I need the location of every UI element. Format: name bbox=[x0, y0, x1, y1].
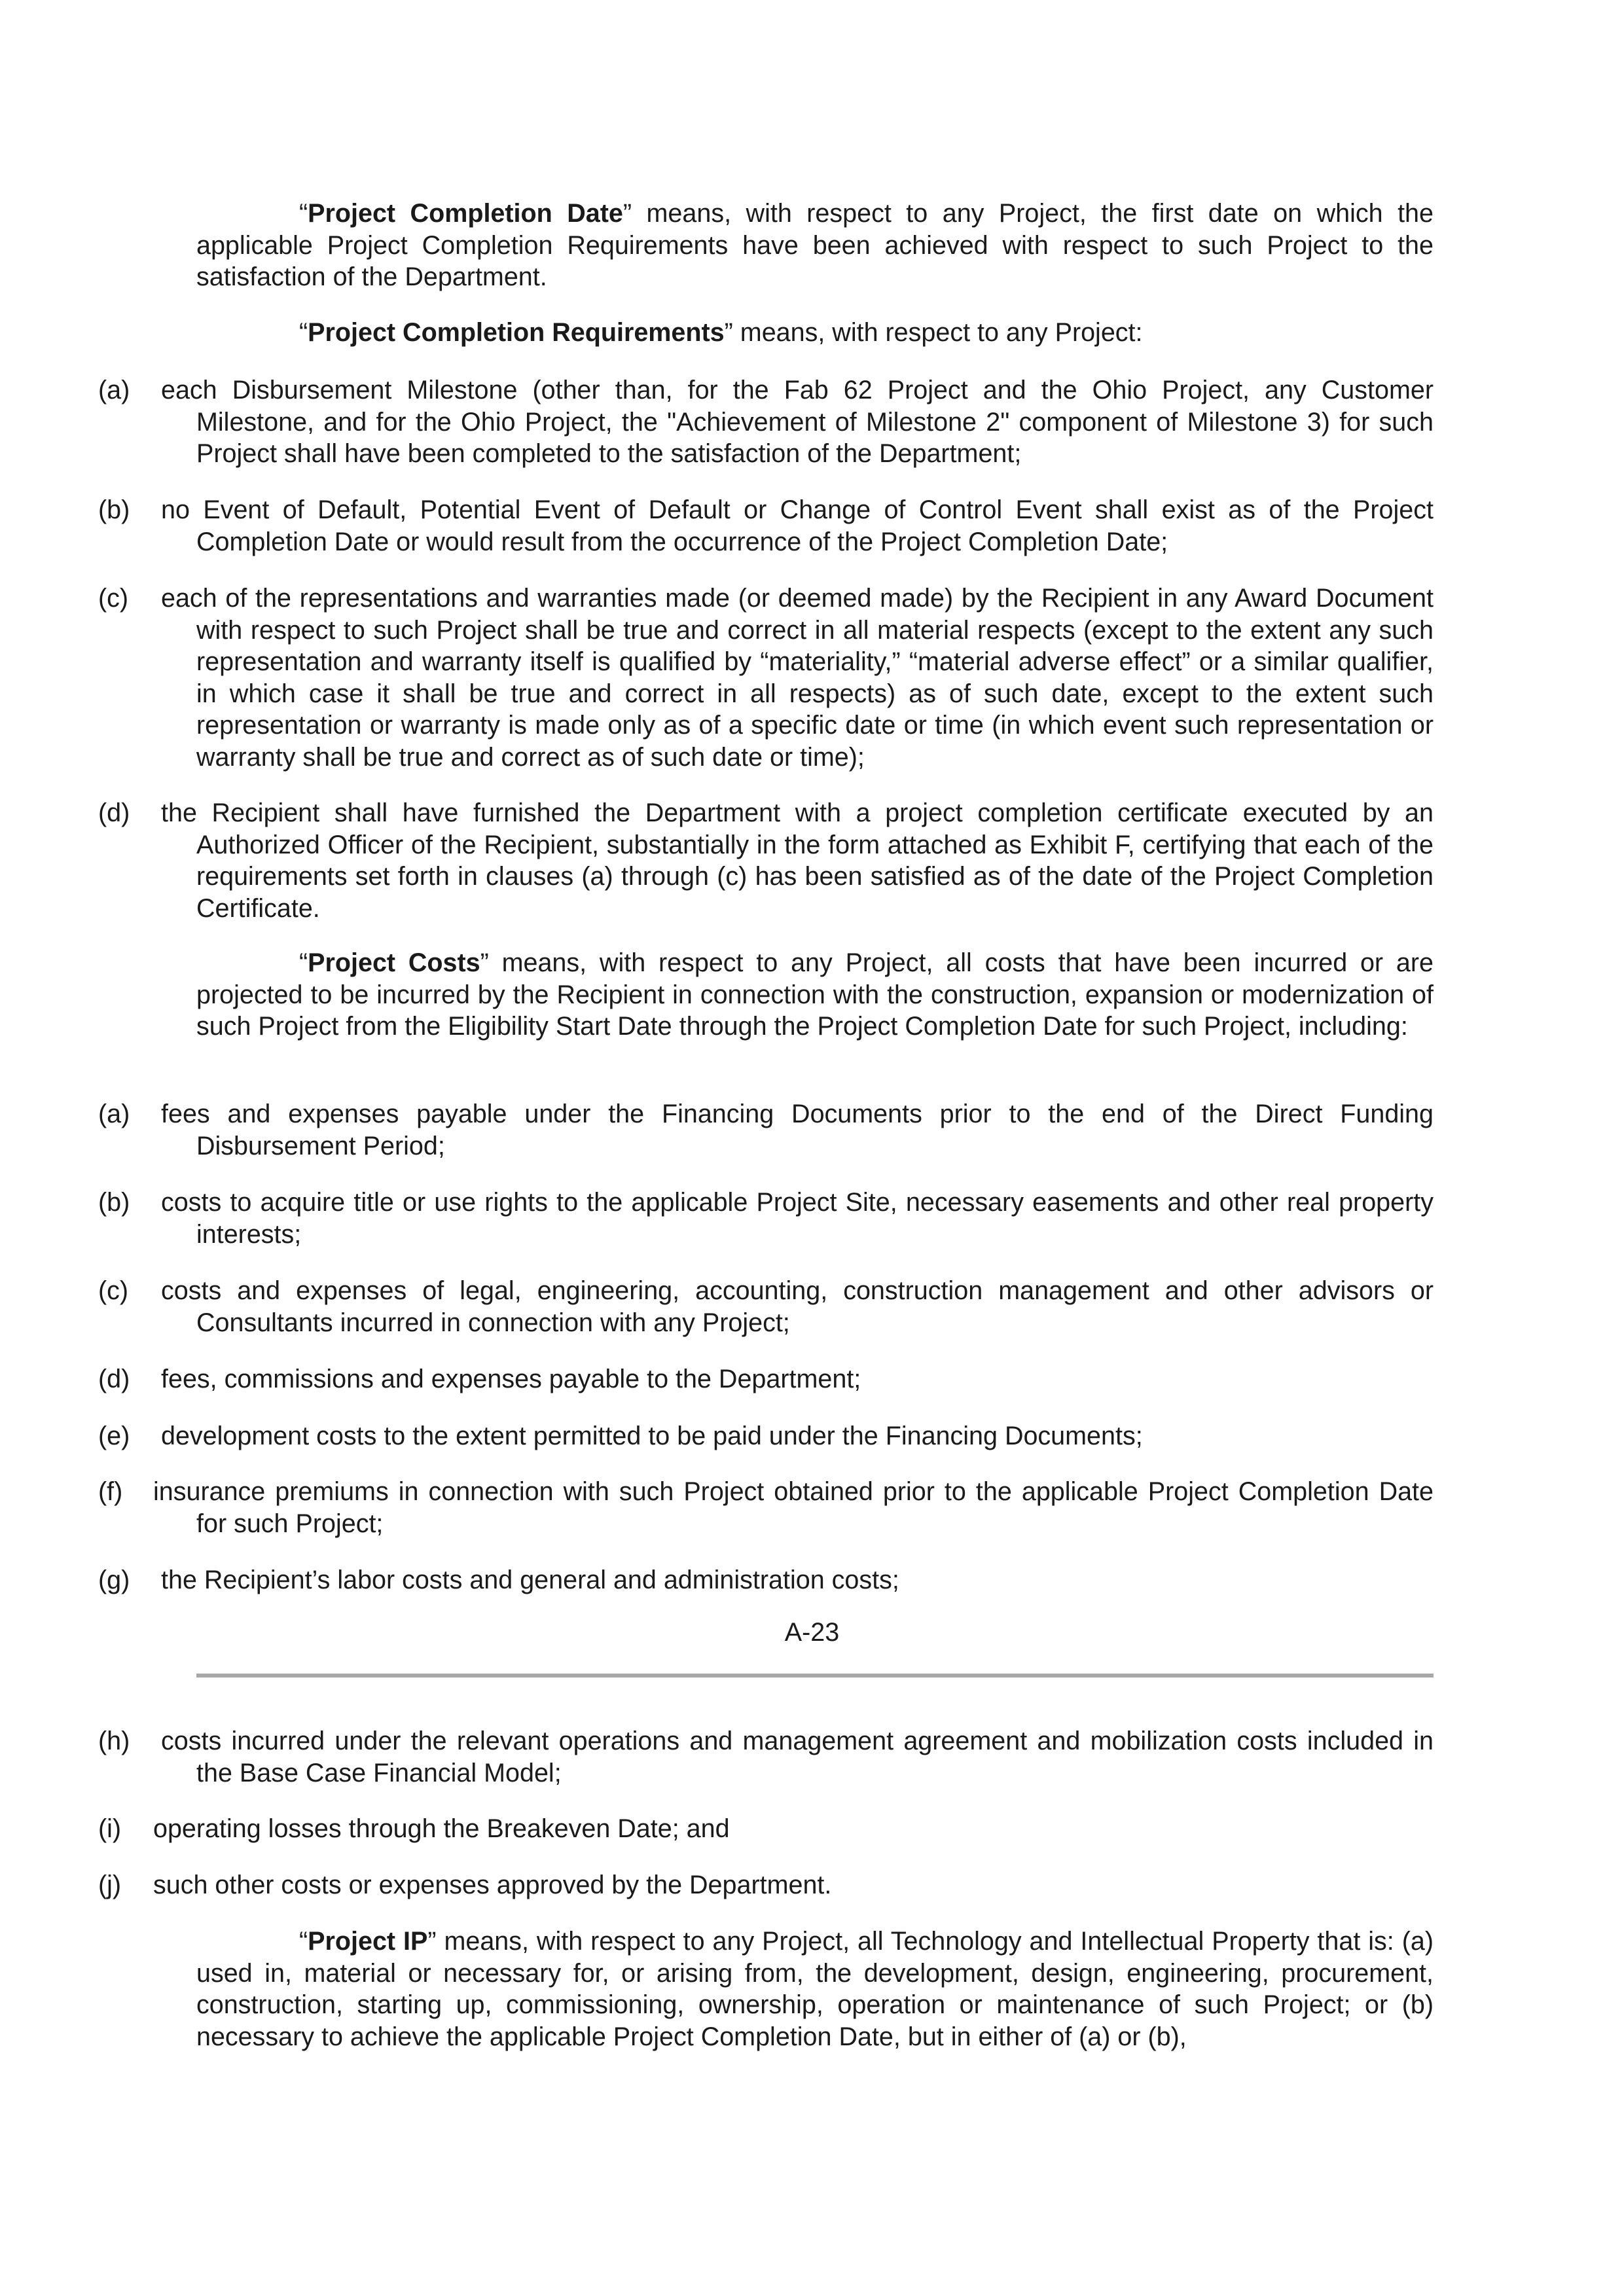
list-item: (d) the Recipient shall have furnished the Department with a project completion certificate executed by an Authorized Officer of the Recipient, substantially in the form attached as Exhibit F, certifying that each of the requirements set forth in clauses (a) through (c) has been satisfied as of the date of the Project Completion Certificate. bbox=[98, 798, 1434, 923]
list-label: (f) bbox=[98, 1477, 123, 1506]
defined-term: Project Completion Requirements bbox=[308, 318, 725, 347]
list-label: (a) bbox=[98, 376, 130, 404]
list-label: (b) bbox=[98, 495, 130, 524]
list-label: (a) bbox=[98, 1100, 130, 1128]
list-item: (a) fees and expenses payable under the Financing Documents prior to the end of the Direct Funding Disbursement Period; bbox=[98, 1100, 1434, 1160]
list-item: (d) fees, commissions and expenses payable to the Department; bbox=[98, 1363, 1434, 1395]
list-label: (c) bbox=[98, 1276, 129, 1305]
list-item: (g) the Recipient’s labor costs and general and administration costs; bbox=[98, 1564, 1434, 1596]
definition-project-completion-date: “Project Completion Date” means, with respect to any Project, the first date on which the applicable Project Completion Requirements have been achieved with respect to such Project to the satisfaction of the Department. bbox=[196, 199, 1434, 291]
list-item: (c) costs and expenses of legal, engineering, accounting, construction management and other advisors or Consultants incurred in connection with any Project; bbox=[98, 1276, 1434, 1337]
list-label: (i) bbox=[98, 1814, 122, 1843]
page-number: A-23 bbox=[784, 1618, 840, 1647]
defined-term: Project Completion Date bbox=[308, 199, 623, 228]
list-label: (d) bbox=[98, 1365, 130, 1393]
list-item: (e) development costs to the extent permitted to be paid under the Financing Documents; bbox=[98, 1420, 1434, 1452]
definition-project-completion-requirements: “Project Completion Requirements” means, with respect to any Project: bbox=[299, 318, 1143, 347]
list-item: (b) costs to acquire title or use rights to the applicable Project Site, necessary easements and other real property interests; bbox=[98, 1188, 1434, 1249]
list-item: (j) such other costs or expenses approved by the Department. bbox=[98, 1869, 1434, 1901]
definition-project-ip: “Project IP” means, with respect to any Project, all Technology and Intellectual Property that is: (a) used in, material or necessary for, or arising from, the development, design, engineering, procurement, construction, starting up, commissioning, ownership, operation or maintenance of such Project; or (b) necessary to achieve the applicable Project Completion Date, but in either of (a) or (b), bbox=[196, 1927, 1434, 2051]
list-item: (h) costs incurred under the relevant operations and management agreement and mobilization costs included in the Base Case Financial Model; bbox=[98, 1727, 1434, 1787]
list-label: (e) bbox=[98, 1422, 130, 1450]
list-item: (i) operating losses through the Breakeven Date; and bbox=[98, 1813, 1434, 1845]
page-break-divider bbox=[196, 1674, 1434, 1677]
list-item: (a) each Disbursement Milestone (other than, for the Fab 62 Project and the Ohio Project, any Customer Milestone, and for the Ohio Project, the "Achievement of Milestone 2" component of Milestone 3) for such Project shall have been completed to the satisfaction of the Department; bbox=[98, 376, 1434, 468]
definition-project-costs: “Project Costs” means, with respect to any Project, all costs that have been incurred or are projected to be incurred by the Recipient in connection with the construction, expansion or modernization of such Project from the Eligibility Start Date through the Project Completion Date for such Project, including: bbox=[196, 948, 1434, 1041]
list-item: (c) each of the representations and warranties made (or deemed made) by the Recipient in any Award Document with respect to such Project shall be true and correct in all material respects (except to the extent any such representation and warranty itself is qualified by “materiality,” “material adverse effect” or a similar qualifier, in which case it shall be true and correct in all respects) as of such date, except to the extent such representation or warranty is made only as of a specific date or time (in which event such representation or warranty shall be true and correct as of such date or time); bbox=[98, 584, 1434, 772]
defined-term: Project IP bbox=[308, 1927, 428, 1956]
list-label: (d) bbox=[98, 798, 130, 827]
list-label: (b) bbox=[98, 1188, 130, 1217]
defined-term: Project Costs bbox=[308, 948, 480, 977]
list-label: (g) bbox=[98, 1566, 130, 1594]
list-item: (f) insurance premiums in connection with such Project obtained prior to the applicable Project Completion Date for such Project; bbox=[98, 1477, 1434, 1538]
list-item: (b) no Event of Default, Potential Event of Default or Change of Control Event shall exist as of the Project Completion Date or would result from the occurrence of the Project Completion Date; bbox=[98, 495, 1434, 556]
list-label: (j) bbox=[98, 1871, 122, 1899]
list-label: (c) bbox=[98, 584, 129, 613]
list-label: (h) bbox=[98, 1727, 130, 1755]
